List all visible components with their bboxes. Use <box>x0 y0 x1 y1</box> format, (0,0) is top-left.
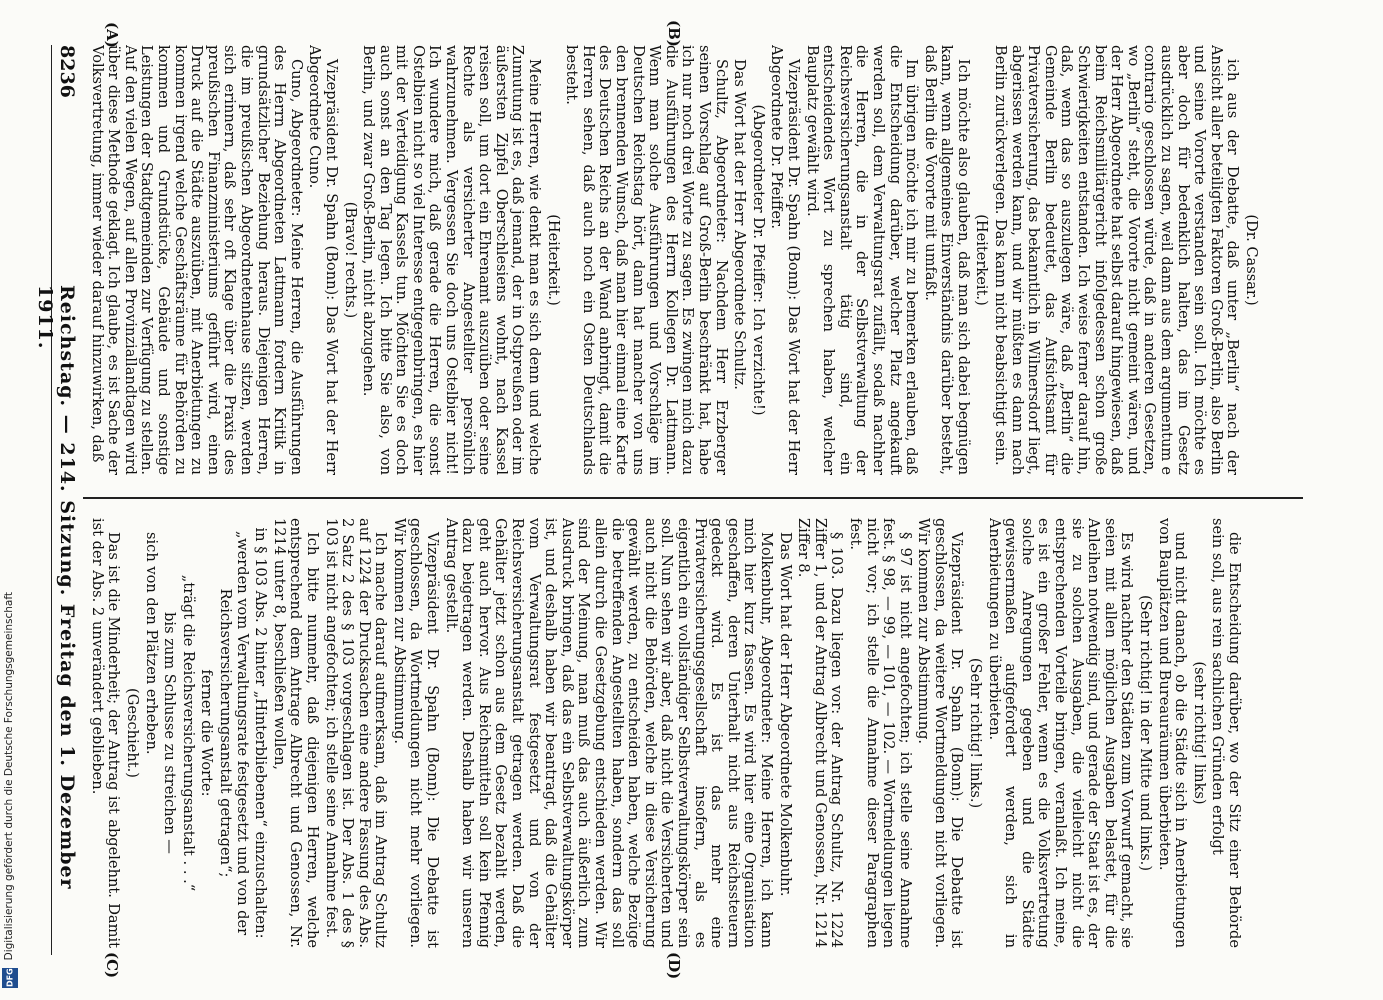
dfg-logo: DFG <box>2 968 18 988</box>
paragraph: Das Wort hat der Herr Abgeordnete Molkenbuhr. <box>776 532 794 897</box>
paragraph: in § 103 Abs. 2 hinter „Hinterbliebenen“ einzuschalten: <box>251 527 269 939</box>
paragraph: bis zum Schlusse zu streichen — <box>160 612 178 854</box>
margin-mark-b: (B) <box>665 20 683 47</box>
paragraph: Vizepräsident Dr. Spahn (Bonn): Die Debatte ist geschlossen, da weitere Wortmeldungen nicht vorliegen. Wir kommen zur Abstimmung. <box>915 518 966 948</box>
paragraph: (Dr. Cassar.) <box>1242 214 1260 306</box>
paragraph: Meine Herren, wie denkt man es sich denn und welche Zumutung ist es, daß jemand, der in Ostpreußen oder im äußersten Zipfel Oberschlesiens wohnt, nach Kassel reisen soll, um dort ein Ehrenamt auszuüben oder seine Rechte als versicherter Angestellter persönlich wahrzunehmen. Vergessen Sie doch uns Ostelbier nicht! Ich wundere mich, daß gerade die Herren, die sonst Ostelbien nicht so viel Interesse entgegenbringen, es hier mit der Verteidigung Kassels tun. Möchten Sie es doch auch sonst an den Tag legen. Ich bitte Sie also, von Berlin, und zwar Groß-Berlin, nicht abzugehen. <box>360 45 544 475</box>
paragraph: Vizepräsident Dr. Spahn (Bonn): Das Wort hat der Herr Abgeordnete Cuno. <box>306 45 340 475</box>
paragraph: ich aus der Debatte, daß unter „Berlin“ nach der Ansicht aller beteiligten Faktoren Groß-Berlin, also Berlin und seine Vororte verstanden sein soll. Ich möchte es aber doch für bedenklich halten, das im Gesetz ausdrücklich zu sagen, weil dann aus dem argumentum e contrario geschlossen würde, daß in anderen Gesetzen, wo „Berlin“ steht, die Vororte nicht gemeint wären, und der Herr Abgeordnete hat selbst darauf hingewiesen, daß beim Reichsmilitärgericht infolgedessen schon große Schwierigkeiten entstanden. Ich weise ferner darauf hin, daß, wenn das so auszulegen wäre, daß „Berlin“ die Gemeinde Berlin bedeutet, das Aufsichtsamt für Privatversicherung, das bekanntlich in Wilmersdorf liegt, abgerissen werden kann, und wir müßten es dann nach Berlin zurückverlegen. Das kann nicht beabsichtigt sein. <box>992 45 1242 475</box>
paragraph: „trägt die Reichsversicherungsanstalt . . .“ <box>179 574 197 892</box>
paragraph: Es wird nachher den Städten zum Vorwurf gemacht, sie seien mit allen möglichen Ausgaben belastet, für die Anleihen notwendig sind, und gerade der Staat ist es, der sie zu solchen Ausgaben, die vielleicht nicht die entsprechenden Vorteile bringen, veranlaßt. Ich meine, es ist ein großer Fehler, wenn es die Volksvertretung solche Anregungen gegeben und die Städte gewissermaßen aufgefordert werden, sich in Anerbietungen zu überbieten. <box>985 518 1136 948</box>
paragraph: § 103. Dazu liegen vor: der Antrag Schultz, Nr. 1224 Ziffer 1, und der Antrag Albrecht und Genossen, Nr. 1214 Ziffer 8. <box>794 518 846 948</box>
column-divider <box>83 497 1303 499</box>
paragraph: Das ist die Minderheit; der Antrag ist abgelehnt. Damit ist der Abs. 2 unverändert geblieben. <box>88 518 123 948</box>
paragraph: die Entscheidung darüber, wo der Sitz einer Behörde sein soll, aus rein sachlichen Gründen erfolgt <box>1209 518 1243 948</box>
paragraph: Cuno, Abgeordneter: Meine Herren, die Ausführungen des Herrn Abgeordneten Lattmann fordern Kritik in grundsätzlicher Beziehung heraus. Diejenigen Herren, die im preußischen Abgeordnetenhause sitzen, werden sich erinnern, daß sehr oft Klage über die Praxis des preußischen Finanzministeriums geführt wird, einen Druck auf die Städte auszuüben, mit Anerbietungen zu kommen irgend welche Geschäftsräume für Behörden zu kommen und Grundstücke, Gebäude und sonstige Leistungen der Stadtgemeinden zur Verfügung zu stellen. Auf den vielen Wegen, auf allen Provinziallandtagen wird über diese Methode geklagt. Ich glaube, es ist Sache der Volksvertretung, immer wieder darauf hinzuwirken, daß <box>88 45 305 475</box>
page-number: 8236 <box>56 45 78 98</box>
paragraph: (Abgeordneter Dr. Pfeiffer: Ich verzichte!) <box>749 104 767 416</box>
right-column-text <box>88 518 1242 948</box>
paragraph: (Sehr richtig! in der Mitte und links.) <box>1136 594 1154 872</box>
paragraph: und nicht danach, ob die Städte sich in Anerbietungen von Bauplätzen und Bureauräumen überbieten. <box>1155 518 1189 948</box>
paragraph: (Bravo! rechts.) <box>341 201 359 319</box>
paragraph: Das Wort hat der Herr Abgeordnete Schultz. <box>731 59 749 390</box>
paragraph: (Heiterkeit.) <box>544 214 562 306</box>
digitization-credit: Digitalisierung gefördert durch die Deutsche Forschungsgemeinschaft <box>3 592 15 961</box>
margin-mark-d: (D) <box>665 952 683 980</box>
margin-mark-c: (C) <box>103 952 121 979</box>
paragraph: Molkenbuhr, Abgeordneter: Meine Herren, ich kann mich hier kurz fassen. Es wird hier eine Organisation geschaffen, deren Unterhalt nicht aus Reichssteuern gedeckt wird. Es ist das mehr eine Privatversicherungsgesellschaft insofern, als es eigentlich ein vollständiger Selbstverwaltungskörper sein soll. Nun sehen wir aber, daß nicht die Versicherten und auch nicht die Behörden, welche in diese Versicherung gewählt werden, zu entscheiden haben, welche Bezüge die betreffenden Angestellten haben, sondern das soll allein durch die Gesetzgebung entschieden werden. Wir sind der Meinung, man muß das auch äußerlich zum Ausdruck bringen, daß das ein Selbstverwaltungskörper ist, und deshalb haben wir beantragt, daß die Gehälter vom Verwaltungsrat festgesetzt und von der Reichsversicherungsanstalt getragen werden. Daß die Gehälter jetzt schon aus dem Gesetz bezahlt werden, geht auch hervor. Aus Reichsmitteln soll kein Pfennig dazu beigetragen werden. Deshalb haben wir unseren Antrag gestellt. <box>442 518 775 948</box>
paragraph: ferner die Worte: <box>198 669 216 797</box>
paragraph: (Geschieht.) <box>123 688 141 778</box>
paragraph: Vizepräsident Dr. Spahn (Bonn): Die Debatte ist geschlossen, da Wortmeldungen nicht mehr vorliegen. Wir kommen zur Abstimmung. <box>390 518 441 948</box>
paragraph: (Sehr richtig! links.) <box>966 657 984 809</box>
running-title: Reichstag. — 214. Sitzung. Freitag den 1. Dezember 1911. <box>34 285 78 890</box>
margin-mark-a: (A) <box>103 22 121 48</box>
left-column <box>88 45 1343 475</box>
paragraph: Vizepräsident Dr. Spahn (Bonn): Das Wort hat der Herr Abgeordnete Dr. Pfeiffer. <box>768 45 802 475</box>
paragraph: Ich mache darauf aufmerksam, daß im Antrag Schultz auf 1224 der Drucksachen eine andere Fassung des Abs. 2 Satz 2 des § 103 vorgeschlagen ist. Der Abs. 1 des § 103 ist nicht angefochten; ich stelle seine Annahme fest. <box>322 518 390 948</box>
paragraph: sich von den Plätzen erheben. <box>142 532 160 755</box>
page-header <box>34 45 80 955</box>
left-column-text <box>88 45 1259 475</box>
paragraph: Ich möchte also glauben, daß man sich dabei begnügen kann, wenn allgemeines Einverständnis darüber besteht, daß Berlin die Vororte mit umfaßt. <box>921 45 972 475</box>
right-column <box>88 518 1343 948</box>
paragraph: Ich bitte nunmehr, daß diejenigen Herren, welche entsprechend dem Antrage Albrecht und Genossen, Nr. 1214 unter 8, beschließen wollen, <box>270 518 321 948</box>
paragraph: Im übrigen möchte ich mir zu bemerken erlauben, daß die Entscheidung darüber, welcher Platz angekauft werden soll, dem Verwaltungsrat zufällt, sodaß nachher die Herren, die in der Selbstverwaltung der Reichsversicherungsanstalt tätig sind, ein entscheidendes Wort zu sprechen haben, welcher Bauplatz gewählt wird. <box>803 45 921 475</box>
paragraph: (sehr richtig! links) <box>1190 661 1208 805</box>
paragraph: „werden vom Verwaltungsrate festgesetzt und von der Reichsversicherungsanstalt getragen“; <box>216 530 251 936</box>
paragraph: § 97 ist nicht angefochten; ich stelle seine Annahme fest. § 98, — 99, — 101, — 102. — Wortmeldungen liegen nicht vor; ich stelle die Annahme dieser Paragraphen fest. <box>846 518 914 948</box>
paragraph: Schultz, Abgeordneter: Nachdem Herr Erzberger seinen Vorschlag auf Groß-Berlin beschränkt hat, habe ich nur noch drei Worte zu sagen. Es zwingen mich dazu die Ausführungen des Herrn Kollegen Dr. Lattmann. Wenn man solche Ausführungen und Vorschläge im Deutschen Reichstag hört, dann hat mancher von uns den brennenden Wunsch, daß man hier einmal eine Karte des Deutschen Reichs an der Wand anbringt, damit die Herren sehen, daß auch noch ein Osten Deutschlands besteht. <box>563 45 730 475</box>
paragraph: (Heiterkeit.) <box>973 214 991 306</box>
